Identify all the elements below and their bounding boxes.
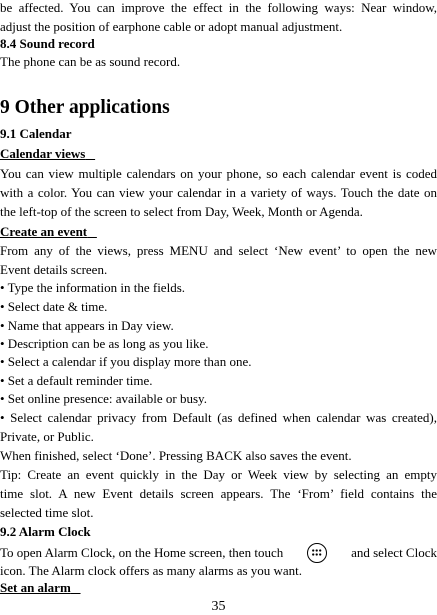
chapter-title: 9 Other applications — [0, 97, 170, 118]
tip-line: Tip: Create an event quickly in the Day or Week view by selecting an empty — [0, 467, 437, 482]
section-heading-sound-record: 8.4 Sound record — [0, 36, 95, 51]
list-item-continuation: Private, or Public. — [0, 429, 94, 444]
list-item: • Select a calendar if you display more than one. — [0, 354, 252, 369]
section-heading-alarm-clock: 9.2 Alarm Clock — [0, 524, 91, 539]
list-item: • Select calendar privacy from Default (as defined when calendar was created), — [0, 410, 437, 425]
app-launcher-icon — [307, 543, 327, 563]
subheading-set-alarm: Set an alarm — [0, 580, 71, 595]
list-item: • Type the information in the fields. — [0, 280, 186, 295]
list-item: • Set a default reminder time. — [0, 373, 153, 388]
paragraph-line: Event details screen. — [0, 262, 108, 277]
tip-line: selected time slot. — [0, 505, 94, 520]
tip-line: time slot. A new Event details screen appears. The ‘From’ field contains the — [0, 486, 437, 501]
paragraph-text: To open Alarm Clock, on the Home screen, then touch — [0, 545, 284, 560]
paragraph-line: When finished, select ‘Done’. Pressing BACK also saves the event. — [0, 448, 352, 463]
list-item: • Select date & time. — [0, 299, 108, 314]
paragraph-line: The phone can be as sound record. — [0, 54, 181, 69]
paragraph-line: adjust the position of earphone cable or adopt manual adjustment. — [0, 19, 343, 34]
paragraph-line: with a color. You can view your calendar in a variety of ways. Touch the date on — [0, 185, 437, 200]
subheading-create-event: Create an event — [0, 224, 88, 239]
paragraph-line: the left-top of the screen to select from Day, Week, Month or Agenda. — [0, 204, 363, 219]
paragraph-line: icon. The Alarm clock offers as many alarms as you want. — [0, 563, 303, 578]
paragraph-line-with-icon — [0, 543, 437, 563]
paragraph-line: be affected. You can improve the effect in the following ways: Near window, — [0, 0, 437, 15]
list-item: • Set online presence: available or busy. — [0, 391, 207, 406]
list-item: • Description can be as long as you like. — [0, 336, 209, 351]
subheading-calendar-views: Calendar views — [0, 146, 86, 161]
paragraph-text: and select Clock — [351, 545, 437, 560]
section-heading-calendar: 9.1 Calendar — [0, 126, 72, 141]
list-item: • Name that appears in Day view. — [0, 318, 174, 333]
paragraph-line: From any of the views, press MENU and select ‘New event’ to open the new — [0, 243, 437, 258]
page-number: 35 — [211, 599, 226, 614]
paragraph-line: You can view multiple calendars on your phone, so each calendar event is coded — [0, 166, 437, 181]
